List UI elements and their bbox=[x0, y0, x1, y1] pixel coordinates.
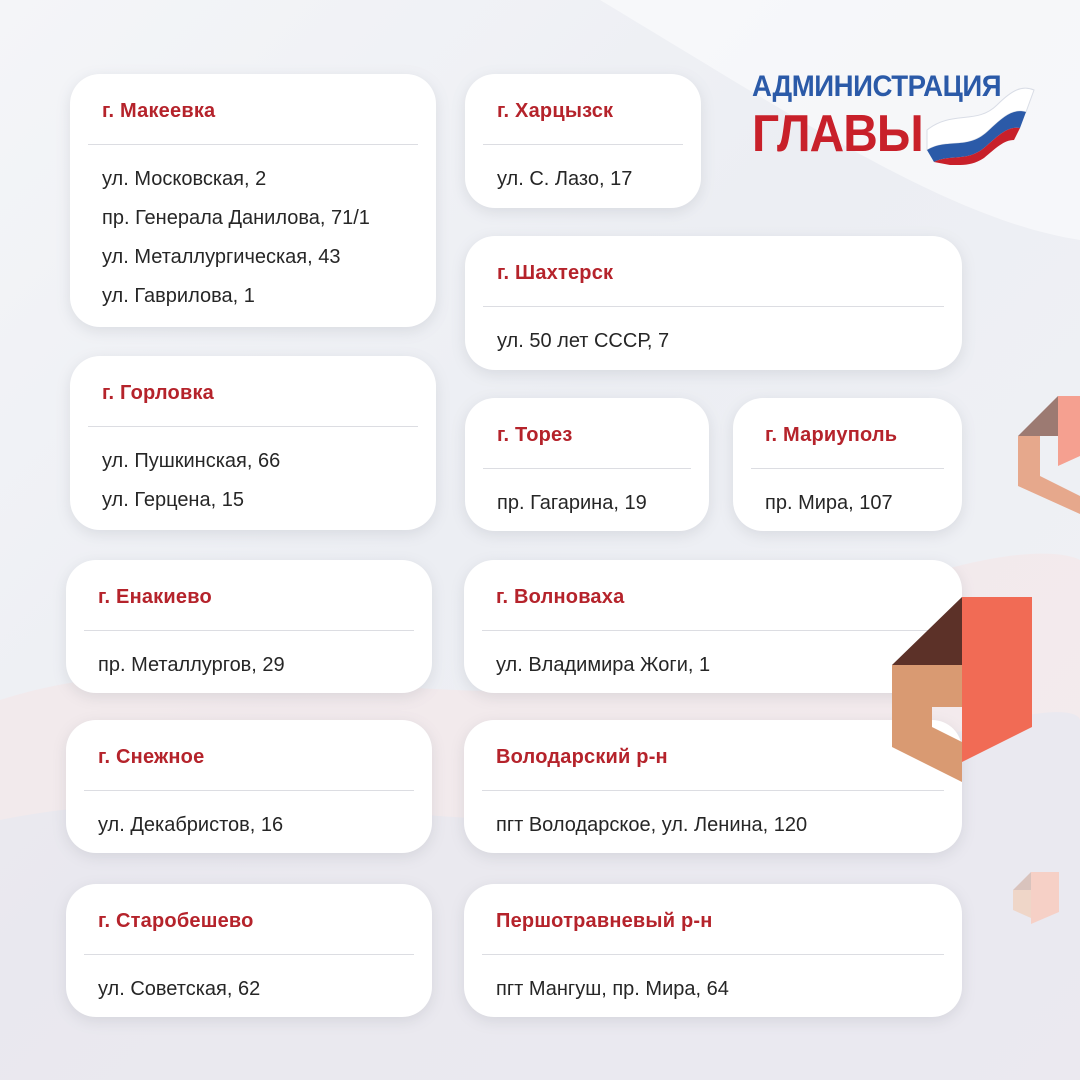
address-list bbox=[98, 806, 283, 845]
address-list bbox=[496, 646, 710, 685]
card-volnovakha bbox=[464, 560, 962, 693]
city-title: Володарский р-н bbox=[496, 746, 668, 768]
logo-line-2: ГЛАВЫ bbox=[752, 105, 923, 163]
address-list bbox=[765, 484, 893, 523]
card-pershotravnevy bbox=[464, 884, 962, 1017]
divider bbox=[482, 954, 944, 955]
address-list bbox=[98, 646, 285, 685]
address-list bbox=[497, 160, 632, 199]
address-item: ул. Московская, 2 bbox=[102, 168, 267, 190]
divider bbox=[482, 790, 944, 791]
card-shakhtersk bbox=[465, 236, 962, 370]
card-torez bbox=[465, 398, 709, 531]
mfc-shield-faded-icon bbox=[1013, 872, 1059, 930]
card-volodarsky bbox=[464, 720, 962, 853]
divider bbox=[483, 306, 944, 307]
address-item: пгт Володарское, ул. Ленина, 120 bbox=[496, 814, 808, 836]
city-title: г. Торез bbox=[497, 424, 573, 446]
city-title: г. Харцызск bbox=[497, 100, 614, 122]
city-title: г. Макеевка bbox=[102, 100, 216, 122]
logo-line-1: АДМИНИСТРАЦИЯ bbox=[752, 70, 1002, 103]
address-item: ул. Владимира Жоги, 1 bbox=[496, 654, 711, 676]
city-title: г. Енакиево bbox=[98, 586, 212, 608]
mfc-shield-large-icon bbox=[892, 597, 1032, 787]
address-item: пгт Мангуш, пр. Мира, 64 bbox=[496, 978, 729, 1000]
address-item: ул. Гаврилова, 1 bbox=[102, 285, 255, 307]
city-title: г. Снежное bbox=[98, 746, 205, 768]
divider bbox=[84, 954, 414, 955]
card-gorlovka bbox=[70, 356, 436, 530]
divider bbox=[483, 468, 691, 469]
divider bbox=[84, 790, 414, 791]
city-title: Першотравневый р-н bbox=[496, 910, 713, 932]
mfc-shield-small-top-icon bbox=[1018, 396, 1080, 516]
divider bbox=[88, 426, 418, 427]
address-item: ул. Герцена, 15 bbox=[102, 489, 244, 511]
address-list bbox=[496, 970, 729, 1009]
card-makeevka bbox=[70, 74, 436, 327]
address-item: пр. Металлургов, 29 bbox=[98, 654, 285, 676]
address-list bbox=[102, 160, 370, 316]
administration-logo bbox=[752, 70, 1042, 170]
address-item: пр. Гагарина, 19 bbox=[497, 492, 647, 514]
divider bbox=[482, 630, 944, 631]
address-list bbox=[98, 970, 260, 1009]
divider bbox=[483, 144, 683, 145]
address-list bbox=[497, 322, 669, 361]
address-item: ул. Металлургическая, 43 bbox=[102, 246, 341, 268]
city-title: г. Волноваха bbox=[496, 586, 625, 608]
city-title: г. Старобешево bbox=[98, 910, 254, 932]
divider bbox=[751, 468, 944, 469]
divider bbox=[84, 630, 414, 631]
address-item: ул. Советская, 62 bbox=[98, 978, 261, 1000]
card-snezhnoe bbox=[66, 720, 432, 853]
card-enakievo bbox=[66, 560, 432, 693]
city-title: г. Горловка bbox=[102, 382, 215, 404]
city-title: г. Шахтерск bbox=[497, 262, 614, 284]
address-list bbox=[102, 442, 280, 520]
address-list bbox=[496, 806, 807, 845]
divider bbox=[88, 144, 418, 145]
city-title: г. Мариуполь bbox=[765, 424, 898, 446]
card-mariupol bbox=[733, 398, 962, 531]
address-item: ул. 50 лет СССР, 7 bbox=[497, 330, 670, 352]
address-item: пр. Генерала Данилова, 71/1 bbox=[102, 207, 370, 229]
russian-flag-ribbon-icon bbox=[922, 70, 1037, 165]
address-item: ул. С. Лазо, 17 bbox=[497, 168, 633, 190]
card-starobeshevo bbox=[66, 884, 432, 1017]
address-item: ул. Декабристов, 16 bbox=[98, 814, 284, 836]
card-khartsyzsk bbox=[465, 74, 701, 208]
address-list bbox=[497, 484, 647, 523]
address-item: пр. Мира, 107 bbox=[765, 492, 893, 514]
address-item: ул. Пушкинская, 66 bbox=[102, 450, 281, 472]
